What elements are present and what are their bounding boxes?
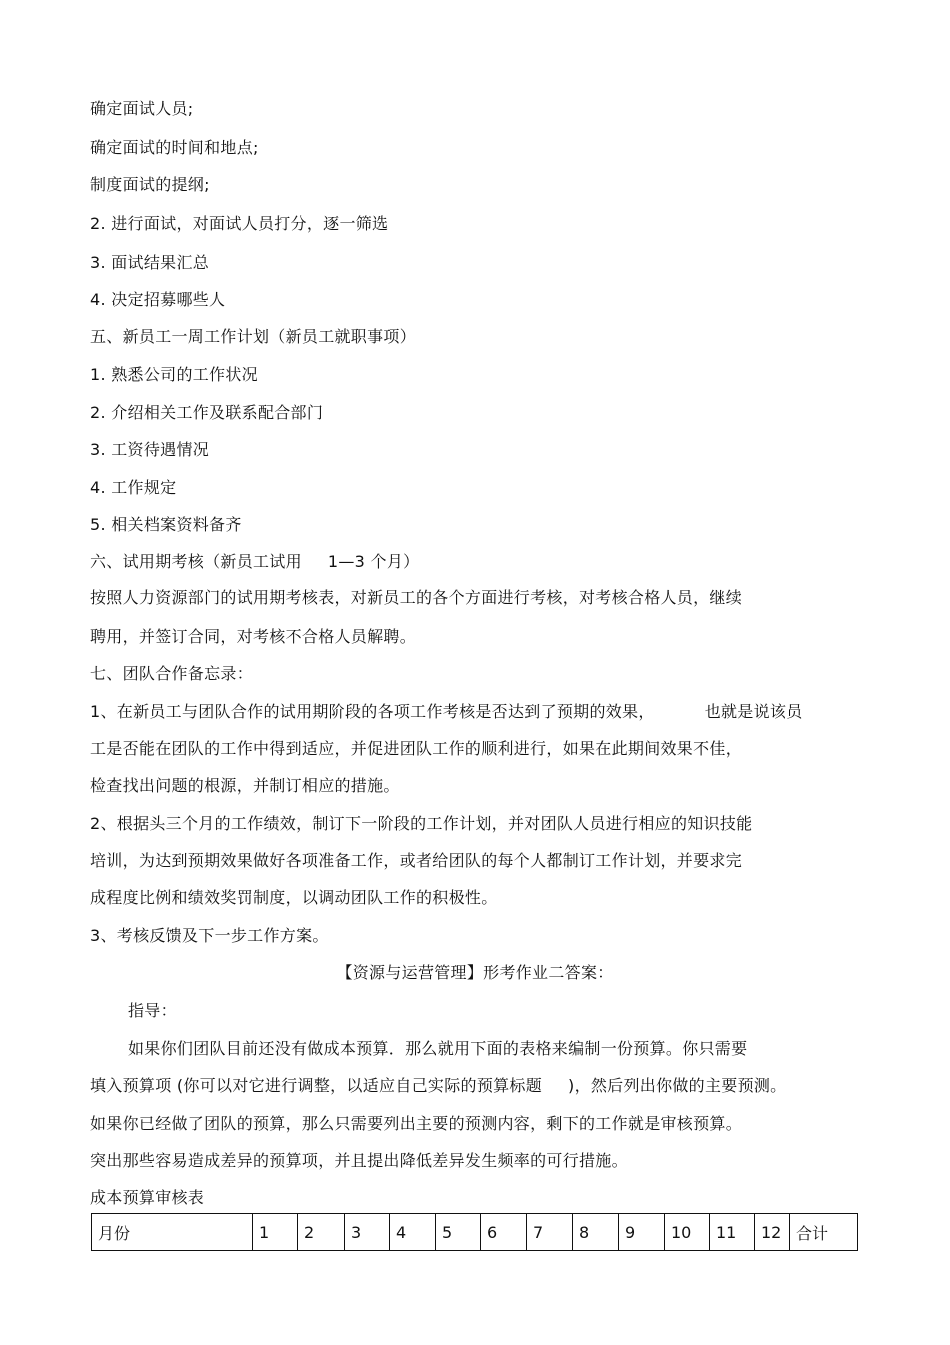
table-cell: 7 [527, 1214, 573, 1251]
paragraph-line: 聘用，并签订合同，对考核不合格人员解聘。 [90, 627, 417, 646]
section-heading: 七、团队合作备忘录： [90, 664, 254, 683]
paragraph-line [90, 1076, 786, 1096]
table-cell: 3 [345, 1214, 390, 1251]
paragraph-line [90, 702, 803, 722]
list-item: 4. 工作规定 [90, 478, 177, 497]
list-item: 2. 进行面试，对面试人员打分，逐一筛选 [90, 214, 389, 233]
table-cell: 5 [436, 1214, 481, 1251]
paragraph-line: 检查找出问题的根源，并制订相应的措施。 [90, 776, 400, 795]
paragraph-line: 2、根据头三个月的工作绩效，制订下一阶段的工作计划，并对团队人员进行相应的知识技能 [90, 814, 753, 833]
text-line: 制度面试的提纲; [90, 175, 210, 194]
table-cell: 6 [481, 1214, 527, 1251]
table-cell: 2 [298, 1214, 345, 1251]
table-cell: 月份 [92, 1214, 253, 1251]
paragraph-part: 1、在新员工与团队合作的试用期阶段的各项工作考核是否达到了预期的效果， [90, 702, 655, 721]
paragraph-line: 按照人力资源部门的试用期考核表，对新员工的各个方面进行考核，对考核合格人员，继续 [90, 588, 743, 607]
table-cell: 9 [619, 1214, 665, 1251]
list-item: 4. 决定招募哪些人 [90, 290, 226, 309]
list-item: 3. 面试结果汇总 [90, 253, 210, 272]
budget-table [91, 1213, 858, 1251]
paragraph-part: 也就是说该员 [704, 702, 803, 721]
paragraph-part: 填入预算项 (你可以对它进行调整，以适应自己实际的预算标题 [90, 1076, 543, 1095]
paragraph-line: 突出那些容易造成差异的预算项，并且提出降低差异发生频率的可行措施。 [90, 1151, 628, 1170]
guide-label: 指导： [128, 1001, 177, 1020]
paragraph-line: 如果你们团队目前还没有做成本预算．那么就用下面的表格来编制一份预算。你只需要 [128, 1039, 748, 1058]
list-item: 3. 工资待遇情况 [90, 440, 210, 459]
list-item: 2. 介绍相关工作及联系配合部门 [90, 403, 324, 422]
section-heading-part: 六、试用期考核（新员工试用 [90, 552, 302, 571]
paragraph-line: 培训，为达到预期效果做好各项准备工作，或者给团队的每个人都制订工作计划，并要求完 [90, 851, 743, 870]
section-heading [90, 552, 419, 572]
paragraph-line: 3、考核反馈及下一步工作方案。 [90, 926, 329, 945]
list-item: 5. 相关档案资料备齐 [90, 515, 242, 534]
paragraph-line: 工是否能在团队的工作中得到适应，并促进团队工作的顺利进行，如果在此期间效果不佳， [90, 739, 743, 758]
section-heading: 五、新员工一周工作计划（新员工就职事项） [90, 327, 417, 346]
table-cell: 合计 [790, 1214, 858, 1251]
list-item: 1. 熟悉公司的工作状况 [90, 365, 258, 384]
table-cell: 8 [573, 1214, 619, 1251]
table-cell: 10 [665, 1214, 710, 1251]
paragraph-part: )，然后列出你做的主要预测。 [568, 1076, 787, 1095]
text-line: 确定面试的时间和地点; [90, 138, 259, 157]
paragraph-line: 成程度比例和绩效奖罚制度，以调动团队工作的积极性。 [90, 888, 498, 907]
table-row [92, 1214, 858, 1251]
table-title: 成本预算审核表 [90, 1188, 205, 1207]
table-cell: 1 [253, 1214, 298, 1251]
table-cell: 12 [755, 1214, 790, 1251]
table-cell: 4 [390, 1214, 436, 1251]
table-cell: 11 [710, 1214, 755, 1251]
section-heading-part: 1—3 个月） [327, 552, 420, 571]
paragraph-line: 如果你已经做了团队的预算，那么只需要列出主要的预测内容，剩下的工作就是审核预算。 [90, 1114, 743, 1133]
page-title: 【资源与运营管理】形考作业二答案： [336, 963, 614, 982]
text-line: 确定面试人员; [90, 99, 194, 118]
